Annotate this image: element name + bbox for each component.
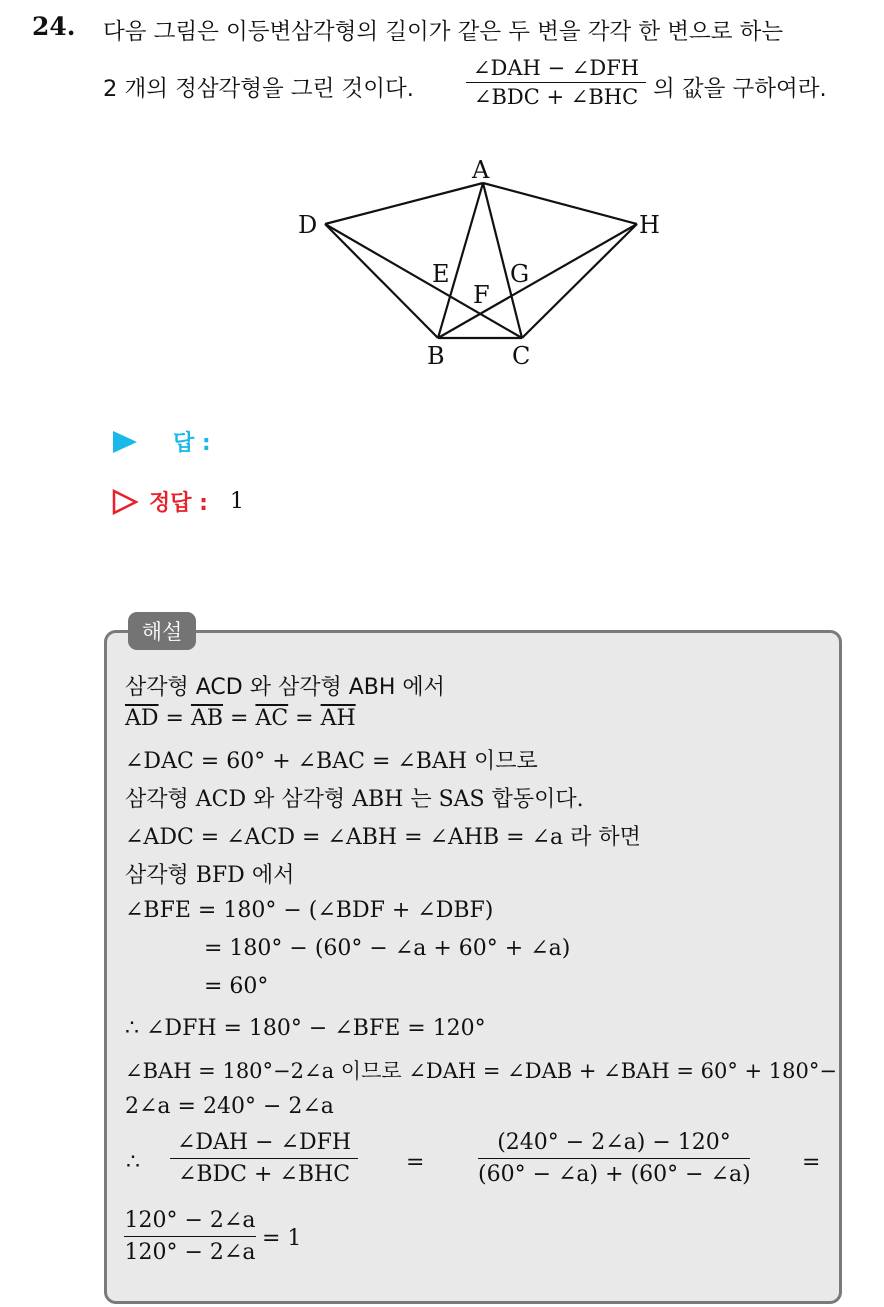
final-fraction-1-denominator: ∠BDC + ∠BHC — [177, 1162, 351, 1187]
explanation-box — [104, 630, 842, 1304]
label-H: H — [639, 211, 660, 239]
label-C: C — [512, 342, 531, 370]
label-D: D — [298, 211, 318, 239]
segment-DB — [325, 224, 438, 338]
final-fraction-2-denominator: (60° − ∠a) + (60° − ∠a) — [478, 1162, 751, 1187]
explanation-line-12: 2∠a = 240° − 2∠a — [125, 1094, 334, 1119]
segment-AH — [483, 183, 637, 224]
segment-HB — [438, 224, 637, 338]
triangle-figure — [290, 150, 680, 375]
final-result: = 1 — [262, 1226, 302, 1251]
segment-ah: $\overline{AH}$ — [320, 706, 356, 731]
question-fraction-denominator: ∠BDC + ∠BHC — [473, 85, 639, 109]
correct-answer-value: 1 — [229, 489, 244, 514]
segment-DC — [325, 224, 522, 338]
label-F: F — [473, 281, 490, 309]
question-text-line1: 다음 그림은 이등변삼각형의 길이가 같은 두 변을 각각 한 변으로 하는 — [103, 19, 784, 45]
label-E: E — [432, 260, 450, 288]
explanation-line-6: 삼각형 BFD 에서 — [125, 863, 295, 888]
equals-1: = — [406, 1150, 425, 1175]
explanation-line-1: 삼각형 ACD 와 삼각형 ABH 에서 — [125, 675, 445, 700]
final-fraction-3-numerator: 120° − 2∠a — [124, 1208, 256, 1237]
explanation-line-9: = 60° — [204, 974, 269, 999]
label-G: G — [510, 260, 530, 288]
segment-ab: $\overline{AB}$ — [190, 706, 224, 731]
play-triangle-icon — [113, 431, 137, 453]
explanation-tag: 해설 — [128, 612, 196, 650]
answer-label: 답 : — [173, 431, 211, 456]
label-A: A — [472, 156, 490, 184]
segment-ac: $\overline{AC}$ — [255, 706, 289, 731]
final-fraction-1-numerator: ∠DAH − ∠DFH — [170, 1130, 358, 1159]
explanation-line-7: ∠BFE = 180° − (∠BDF + ∠DBF) — [125, 898, 494, 923]
outline-triangle-icon — [111, 489, 139, 515]
segment-DA — [325, 183, 483, 224]
answer-row — [113, 426, 211, 457]
explanation-line-11: ∠BAH = 180°−2∠a 이므로 ∠DAH = ∠DAB + ∠BAH = 60° + 180°− — [125, 1059, 837, 1083]
explanation-line-4: 삼각형 ACD 와 삼각형 ABH 는 SAS 합동이다. — [125, 787, 584, 812]
final-fraction-2 — [478, 1130, 750, 1187]
explanation-line-5: ∠ADC = ∠ACD = ∠ABH = ∠AHB = ∠a 라 하면 — [125, 825, 641, 850]
explanation-line-8: = 180° − (60° − ∠a + 60° + ∠a) — [204, 936, 571, 961]
explanation-line-10: ∴ ∠DFH = 180° − ∠BFE = 120° — [125, 1016, 486, 1041]
therefore-symbol: ∴ — [126, 1150, 140, 1175]
segment-ad: $\overline{AD}$ — [125, 706, 159, 731]
final-fraction-3 — [124, 1208, 256, 1265]
final-fraction-2-numerator: (240° − 2∠a) − 120° — [478, 1130, 750, 1159]
question-text-suffix: 의 값을 구하여라. — [653, 76, 827, 102]
correct-answer-row — [111, 486, 244, 517]
question-fraction — [466, 56, 646, 109]
explanation-line-3: ∠DAC = 60° + ∠BAC = ∠BAH 이므로 — [125, 749, 538, 774]
label-B: B — [427, 342, 445, 370]
question-text-line2: 2 개의 정삼각형을 그린 것이다. — [103, 76, 414, 102]
question-fraction-numerator: ∠DAH − ∠DFH — [466, 56, 646, 83]
final-fraction-3-denominator: 120° − 2∠a — [124, 1240, 256, 1265]
equals-2: = — [802, 1150, 821, 1175]
question-number: 24. — [32, 12, 76, 41]
correct-answer-label: 정답 : — [149, 491, 208, 516]
explanation-line-2: $\overline{AD} = \overline{AB} = \overline{AC} = \overline{AH}$ — [125, 706, 356, 731]
final-fraction-1 — [170, 1130, 358, 1187]
